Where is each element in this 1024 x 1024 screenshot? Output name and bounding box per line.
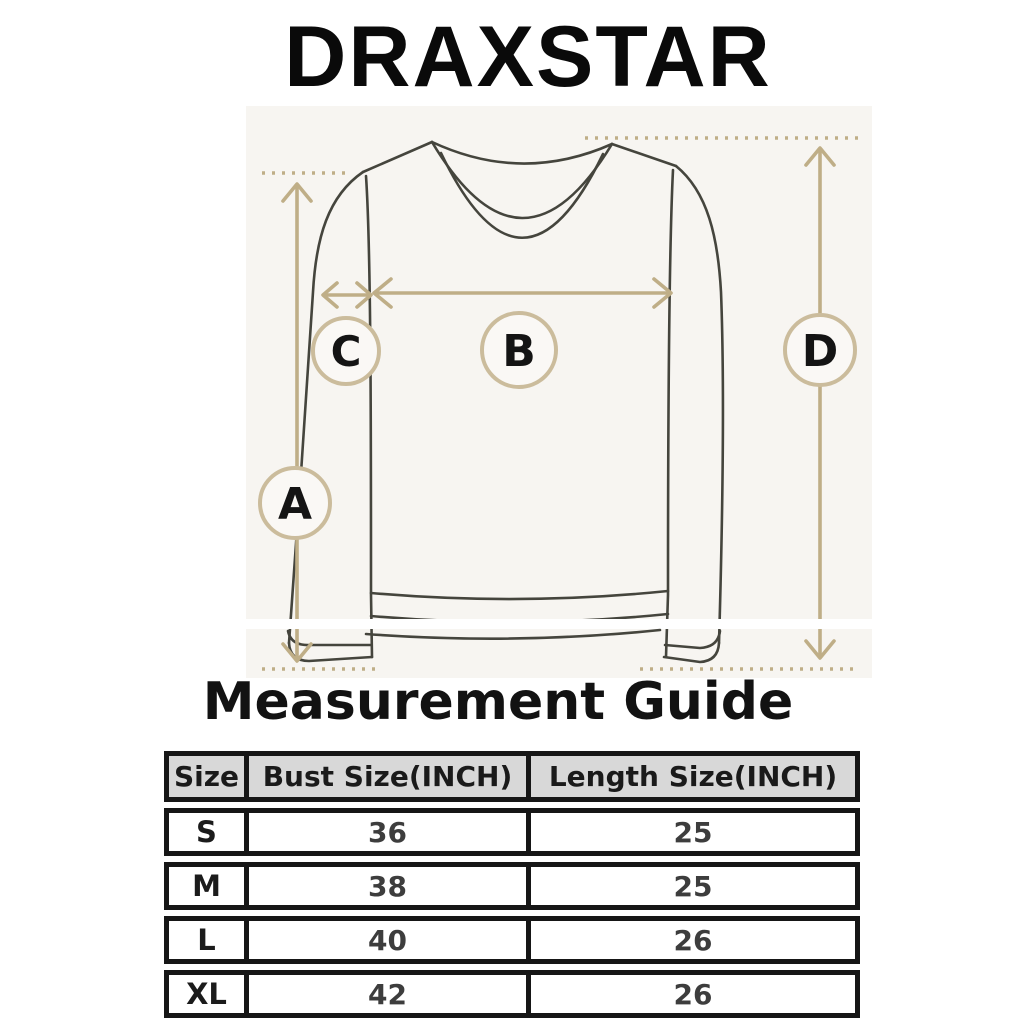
measurement-guide-heading: Measurement Guide (202, 672, 794, 732)
table-row (164, 862, 860, 910)
bust-cell: 38 (249, 867, 531, 905)
measure-d-label: D (801, 326, 839, 377)
size-cell: XL (169, 975, 249, 1013)
bust-cell: 40 (249, 921, 531, 959)
size-cell: L (169, 921, 249, 959)
column-header-length: Length Size(INCH) (548, 760, 838, 793)
column-header-bust: Bust Size(INCH) (249, 756, 531, 797)
bust-cell: 36 (249, 813, 531, 851)
bust-cell: 42 (249, 975, 531, 1013)
table-row (164, 808, 860, 856)
table-header-row (164, 751, 860, 802)
measure-c-label: C (330, 327, 362, 376)
size-cell: S (169, 813, 249, 851)
length-cell: 26 (673, 977, 713, 1011)
length-cell: 26 (673, 923, 713, 957)
table-row (164, 970, 860, 1018)
brand-title: DRAXSTAR (284, 9, 772, 105)
measure-b-label: B (502, 326, 536, 377)
table-row (164, 916, 860, 964)
length-cell: 25 (673, 815, 713, 849)
diagram-backdrop (246, 106, 872, 678)
length-cell: 25 (673, 869, 713, 903)
column-header-size: Size (169, 756, 249, 797)
size-chart-table (164, 751, 860, 1024)
size-cell: M (169, 867, 249, 905)
image-seam-artifact (0, 619, 1024, 629)
measure-a-label: A (277, 479, 313, 530)
